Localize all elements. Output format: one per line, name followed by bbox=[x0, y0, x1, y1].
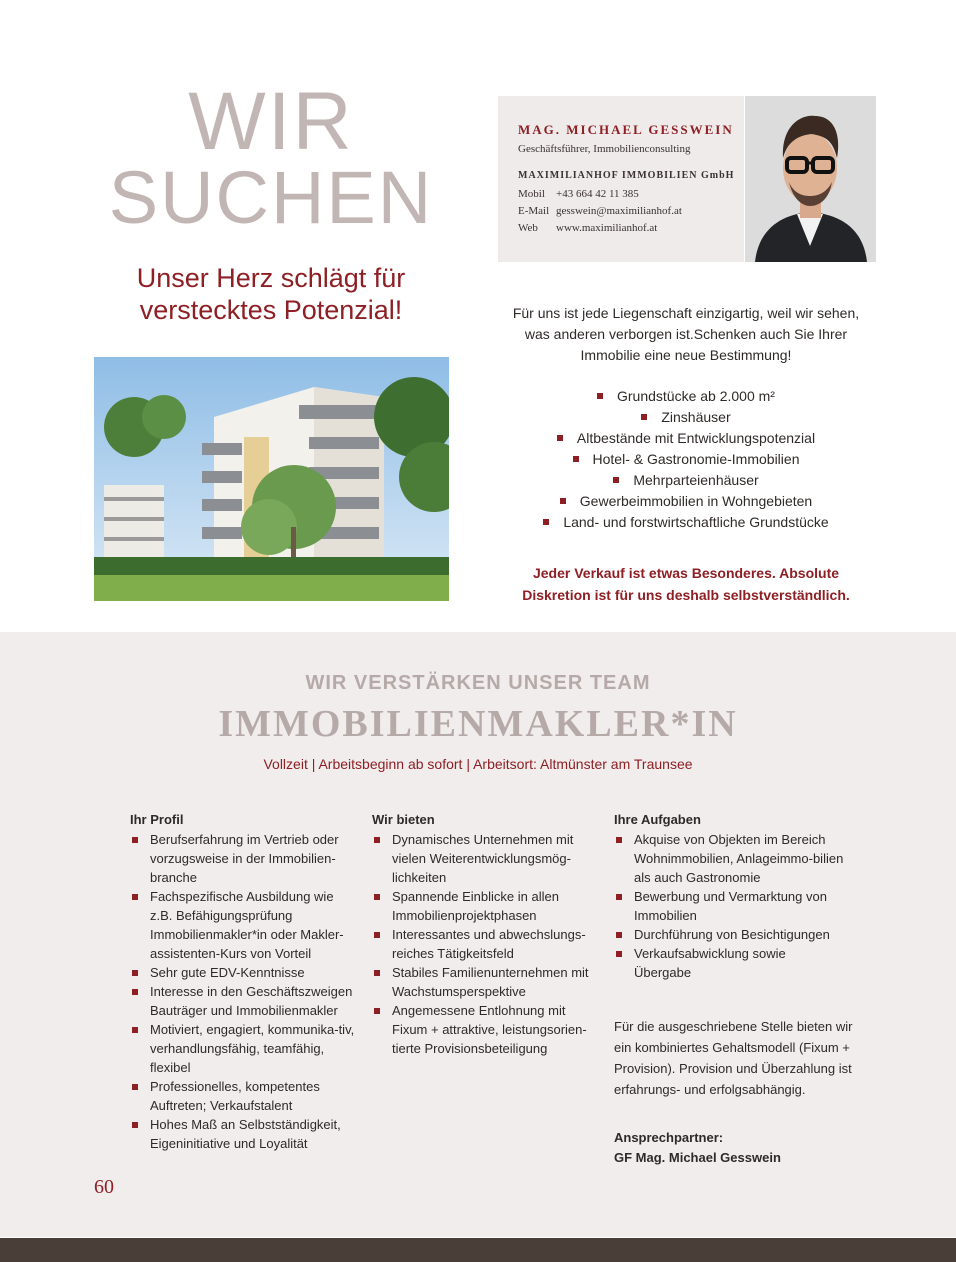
intro-text bbox=[496, 303, 876, 366]
property-type-list bbox=[496, 386, 876, 533]
contact-card bbox=[498, 96, 744, 262]
contact-mobile-row bbox=[518, 186, 744, 203]
headline-line-2: SUCHEN bbox=[108, 156, 434, 239]
contact-web-row bbox=[518, 220, 744, 237]
web-label: Web bbox=[518, 222, 538, 234]
tasks-heading: Ihre Aufgaben bbox=[614, 812, 701, 827]
job-meta: Vollzeit | Arbeitsbeginn ab sofort | Arbeitsort: Altmünster am Traunsee bbox=[263, 756, 693, 772]
portrait-photo bbox=[745, 96, 876, 262]
list-item: Akquise von Objekten im Bereich Wohnimmobilien, Anlageimmo-bilien als auch Gastronomie bbox=[614, 830, 844, 887]
list-item: Stabiles Familienunternehmen mit Wachstumsperspektive bbox=[372, 963, 597, 1001]
headline bbox=[96, 76, 446, 239]
job-title: IMMOBILIENMAKLER*IN bbox=[218, 703, 738, 745]
contact-email-row bbox=[518, 203, 744, 220]
list-item: Fachspezifische Ausbildung wie z.B. Befähigungsprüfung Immobilienmakler*in oder Makler-assistenten-Kurs von Vorteil bbox=[130, 887, 355, 963]
contact-name: MAG. MICHAEL GESSWEIN bbox=[518, 122, 734, 137]
list-item: Bewerbung und Vermarktung von Immobilien bbox=[614, 887, 844, 925]
profile-column bbox=[130, 810, 355, 1153]
list-item: Altbestände mit Entwicklungspotenzial bbox=[496, 428, 876, 449]
list-item: Dynamisches Unternehmen mit vielen Weiterentwicklungsmög-lichkeiten bbox=[372, 830, 597, 887]
offer-list bbox=[372, 830, 597, 1058]
mobile-number[interactable]: +43 664 42 11 385 bbox=[556, 188, 639, 200]
intro-line-2: was anderen verborgen ist.Schenken auch Sie Ihrer bbox=[524, 326, 848, 342]
tagline-line-2: verstecktes Potenzial! bbox=[139, 295, 403, 325]
tagline-line-1: Unser Herz schlägt für bbox=[136, 263, 406, 293]
list-item: Berufserfahrung im Vertrieb oder vorzugsweise in der Immobilien-branche bbox=[130, 830, 355, 887]
profile-list bbox=[130, 830, 355, 1153]
team-subtitle: WIR VERSTÄRKEN UNSER TEAM bbox=[305, 672, 651, 694]
discretion-line-1: Jeder Verkauf ist etwas Besonderes. Absolute bbox=[532, 565, 840, 581]
salary-info: Für die ausgeschriebene Stelle bieten wir ein kombiniertes Gehaltsmodell (Fixum + Provision). Provision und Überzahlung ist erfahrungs- und erfolgsabhängig. bbox=[614, 1019, 853, 1097]
list-item: Hotel- & Gastronomie-Immobilien bbox=[496, 449, 876, 470]
list-item: Interessantes und abwechslungs-reiches Tätigkeitsfeld bbox=[372, 925, 597, 963]
discretion-note bbox=[496, 562, 876, 606]
offer-column bbox=[372, 810, 597, 1058]
email-link[interactable]: gesswein@maximilianhof.at bbox=[556, 205, 682, 217]
offer-heading: Wir bieten bbox=[372, 812, 435, 827]
tasks-list bbox=[614, 830, 844, 982]
job-offer-section bbox=[0, 632, 956, 1237]
list-item: Zinshäuser bbox=[496, 407, 876, 428]
list-item: Grundstücke ab 2.000 m² bbox=[496, 386, 876, 407]
list-item: Spannende Einblicke in allen Immobilienprojektphasen bbox=[372, 887, 597, 925]
footer-bar bbox=[0, 1238, 956, 1262]
contact-person-name: GF Mag. Michael Gesswein bbox=[614, 1150, 781, 1165]
intro-line-1: Für uns ist jede Liegenschaft einzigartig, weil wir sehen, bbox=[512, 305, 860, 321]
list-item: Verkaufsabwicklung sowie Übergabe bbox=[614, 944, 844, 982]
list-item: Angemessene Entlohnung mit Fixum + attraktive, leistungsorien-tierte Provisionsbeteiligung bbox=[372, 1001, 597, 1058]
list-item: Land- und forstwirtschaftliche Grundstücke bbox=[496, 512, 876, 533]
headline-line-1: WIR bbox=[188, 76, 354, 167]
intro-line-3: Immobilie eine neue Bestimmung! bbox=[580, 347, 792, 363]
tagline bbox=[96, 262, 446, 326]
list-item: Motiviert, engagiert, kommunika-tiv, verhandlungsfähig, teamfähig, flexibel bbox=[130, 1020, 355, 1077]
tasks-column bbox=[614, 810, 844, 982]
list-item: Hohes Maß an Selbstständigkeit, Eigeninitiative und Loyalität bbox=[130, 1115, 355, 1153]
email-label: E-Mail bbox=[518, 205, 550, 217]
discretion-line-2: Diskretion ist für uns deshalb selbstverständlich. bbox=[522, 587, 850, 603]
list-item: Interesse in den Geschäftszweigen Bauträger und Immobilienmakler bbox=[130, 982, 355, 1020]
building-photo bbox=[94, 357, 449, 601]
list-item: Sehr gute EDV-Kenntnisse bbox=[130, 963, 355, 982]
contact-company: MAXIMILIANHOF IMMOBILIEN GmbH bbox=[518, 170, 735, 181]
contact-person bbox=[614, 1128, 854, 1168]
page-number: 60 bbox=[94, 1176, 114, 1198]
building-illustration bbox=[94, 357, 449, 601]
list-item: Gewerbeimmobilien in Wohngebieten bbox=[496, 491, 876, 512]
contact-person-label: Ansprechpartner: bbox=[614, 1130, 724, 1145]
list-item: Professionelles, kompetentes Auftreten; Verkaufstalent bbox=[130, 1077, 355, 1115]
web-link[interactable]: www.maximilianhof.at bbox=[556, 222, 658, 234]
contact-role: Geschäftsführer, Immobilienconsulting bbox=[518, 143, 691, 155]
mobile-label: Mobil bbox=[518, 188, 545, 200]
list-item: Durchführung von Besichtigungen bbox=[614, 925, 844, 944]
portrait-illustration bbox=[745, 96, 876, 262]
profile-heading: Ihr Profil bbox=[130, 812, 184, 827]
list-item: Mehrparteienhäuser bbox=[496, 470, 876, 491]
